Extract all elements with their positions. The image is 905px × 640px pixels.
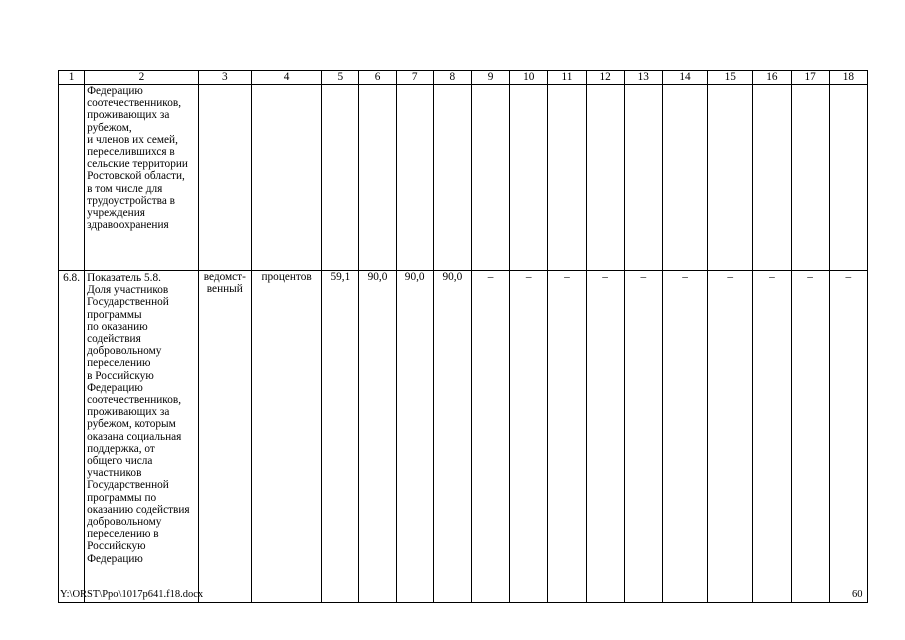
header-cell: 16 [753, 71, 791, 85]
header-cell: 17 [791, 71, 829, 85]
header-cell: 8 [433, 71, 471, 85]
empty-cell [586, 85, 624, 271]
dash-cell: – [471, 271, 509, 603]
empty-cell [829, 85, 867, 271]
unit-cell: процентов [251, 271, 321, 603]
row-number-cell [59, 85, 85, 271]
dash-cell: – [586, 271, 624, 603]
value-cell: 90,0 [359, 271, 396, 603]
empty-cell [198, 85, 251, 271]
empty-cell [548, 85, 586, 271]
footer-page-number: 60 [852, 589, 863, 600]
empty-cell [791, 85, 829, 271]
empty-cell [662, 85, 707, 271]
dash-cell: – [548, 271, 586, 603]
dash-cell: – [662, 271, 707, 603]
dash-cell: – [829, 271, 867, 603]
dash-cell: – [708, 271, 753, 603]
indicator-text-cell: Федерацию соотечественников, проживающих за рубежом, и членов их семей, переселившихся в сельские территории Ростовской области, в том числе для трудоустройства в учреждения здравоохранения [85, 85, 199, 271]
table-row-continued [59, 85, 868, 271]
header-cell: 1 [59, 71, 85, 85]
dash-cell: – [624, 271, 662, 603]
empty-cell [251, 85, 321, 271]
empty-cell [624, 85, 662, 271]
header-cell: 2 [85, 71, 199, 85]
dash-cell: – [791, 271, 829, 603]
value-cell: 90,0 [396, 271, 433, 603]
row-number-cell: 6.8. [59, 271, 85, 603]
header-cell: 15 [708, 71, 753, 85]
empty-cell [433, 85, 471, 271]
indicator-type-cell: ведомст- венный [198, 271, 251, 603]
empty-cell [753, 85, 791, 271]
value-cell: 90,0 [433, 271, 471, 603]
column-number-header [59, 71, 868, 85]
header-cell: 3 [198, 71, 251, 85]
header-cell: 14 [662, 71, 707, 85]
header-cell: 11 [548, 71, 586, 85]
footer-file-path: Y:\ORST\Ppo\1017p641.f18.docx [60, 589, 204, 600]
header-cell: 18 [829, 71, 867, 85]
empty-cell [471, 85, 509, 271]
dash-cell: – [753, 271, 791, 603]
header-cell: 6 [359, 71, 396, 85]
header-cell: 10 [510, 71, 548, 85]
empty-cell [396, 85, 433, 271]
indicators-table [58, 70, 868, 603]
empty-cell [359, 85, 396, 271]
header-cell: 5 [322, 71, 359, 85]
empty-cell [322, 85, 359, 271]
table-row-6-8 [59, 271, 868, 603]
header-cell: 12 [586, 71, 624, 85]
header-cell: 4 [251, 71, 321, 85]
header-cell: 7 [396, 71, 433, 85]
header-cell: 9 [471, 71, 509, 85]
dash-cell: – [510, 271, 548, 603]
indicator-text-cell: Показатель 5.8. Доля участников Государственной программы по оказанию содействия добровольному переселению в Российскую Федерацию соотечественников, проживающих за рубежом, которым оказана социальная поддержка, от общего числа участников Государственной программы по оказанию содействия добровольному переселению в Российскую Федерацию [85, 271, 199, 603]
empty-cell [510, 85, 548, 271]
empty-cell [708, 85, 753, 271]
value-cell: 59,1 [322, 271, 359, 603]
header-cell: 13 [624, 71, 662, 85]
